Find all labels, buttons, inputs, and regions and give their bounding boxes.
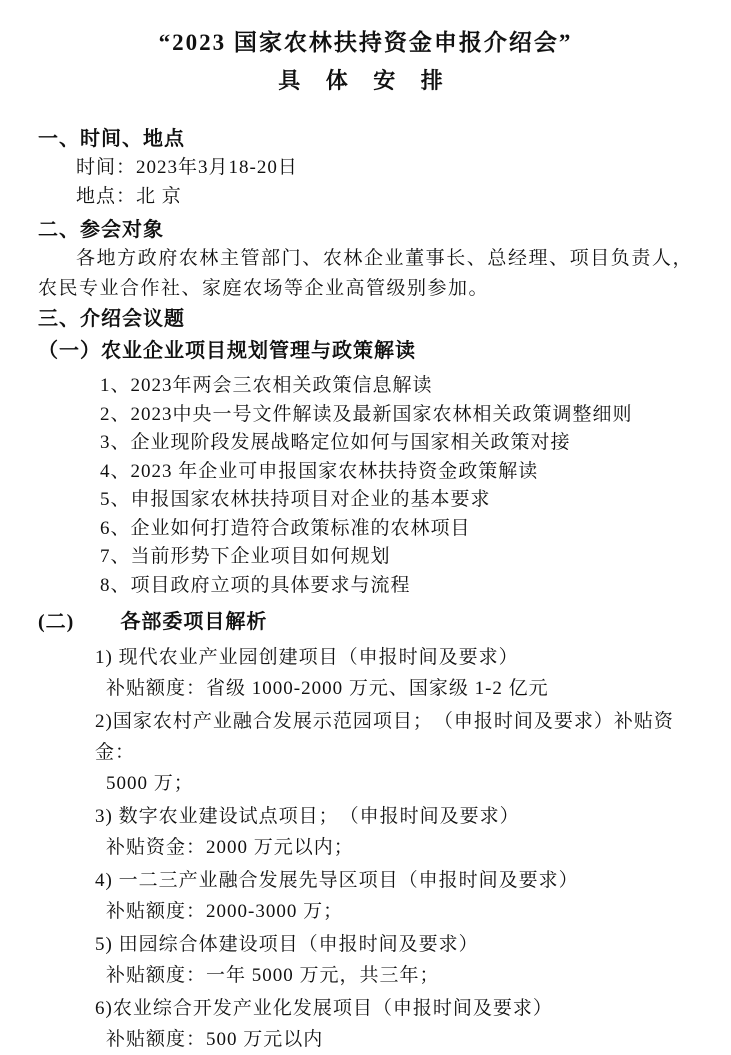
attendees-paragraph: 各地方政府农林主管部门、农林企业董事长、总经理、项目负责人，农民专业合作社、家庭农场等企业高管级别参加。 <box>38 248 693 299</box>
topic-line: 5、申报国家农林扶持项目对企业的基本要求 <box>100 489 491 510</box>
project-title-line: 2)国家农村产业融合发展示范园项目； （申报时间及要求）补贴资金： <box>95 711 674 763</box>
time-line: 时间：2023年3月18-20日 <box>76 157 298 178</box>
project-title-line: 1) 现代农业产业园创建项目（申报时间及要求） <box>95 647 519 668</box>
project-title-line: 5) 田园综合体建设项目（申报时间及要求） <box>95 934 479 955</box>
topic-line: 7、当前形势下企业项目如何规划 <box>100 546 391 567</box>
project-subsidy-line: 补贴资金：2000 万元以内； <box>106 837 354 858</box>
part-two-heading: 各部委项目解析 <box>120 611 268 633</box>
project-title-line: 6)农业综合开发产业化发展项目（申报时间及要求） <box>95 998 553 1019</box>
project-subsidy-line: 补贴额度：省级 1000-2000 万元、国家级 1-2 亿元 <box>106 678 549 699</box>
project-item <box>38 706 693 799</box>
topic-line: 3、企业现阶段发展战略定位如何与国家相关政策对接 <box>100 432 571 453</box>
part-two-label: (二) <box>38 611 75 633</box>
project-item <box>38 929 693 991</box>
section-two-heading: 二、参会对象 <box>38 219 164 241</box>
part-two-heading-row <box>38 608 693 636</box>
section-one-heading: 一、时间、地点 <box>38 128 185 150</box>
topic-line: 4、2023 年企业可申报国家农林扶持资金政策解读 <box>100 460 539 482</box>
project-title-line: 3) 数字农业建设试点项目； （申报时间及要求） <box>95 806 520 827</box>
project-item <box>38 801 693 863</box>
project-item <box>38 993 693 1055</box>
project-title-line: 4) 一二三产业融合发展先导区项目（申报时间及要求） <box>95 870 579 891</box>
topic-line: 6、企业如何打造符合政策标准的农林项目 <box>100 517 471 539</box>
project-subsidy-line: 补贴额度：一年 5000 万元，共三年； <box>106 965 440 986</box>
project-subsidy-line: 5000 万； <box>106 773 194 794</box>
place-line: 地点：北 京 <box>76 186 182 207</box>
project-subsidy-line: 补贴额度：2000-3000 万； <box>106 901 344 922</box>
part-one-heading: （一）农业企业项目规划管理与政策解读 <box>38 340 416 362</box>
page-subtitle: 具 体 安 排 <box>278 68 453 93</box>
topic-line: 1、2023年两会三农相关政策信息解读 <box>100 375 433 396</box>
section-three-heading: 三、介绍会议题 <box>38 308 185 330</box>
page-title: “2023 国家农林扶持资金申报介绍会” <box>158 30 573 55</box>
project-subsidy-line: 补贴额度：500 万元以内 <box>106 1029 324 1050</box>
topic-line: 8、项目政府立项的具体要求与流程 <box>100 574 411 596</box>
project-item <box>38 865 693 927</box>
topic-line: 2、2023中央一号文件解读及最新国家农林相关政策调整细则 <box>100 403 633 425</box>
project-item <box>38 642 693 704</box>
